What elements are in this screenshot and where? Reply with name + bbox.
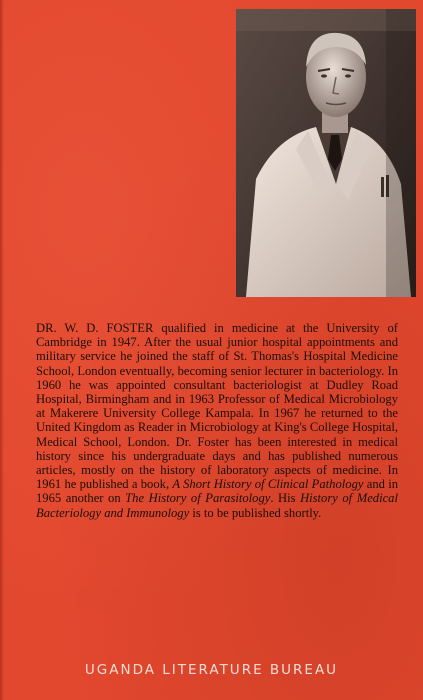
author-portrait-photo bbox=[236, 9, 416, 297]
cover-edge-shadow bbox=[0, 0, 4, 700]
book-title-bacteriology: History of Medical Bacteriology and Immunology bbox=[36, 491, 398, 520]
author-name: DR. W. D. FOSTER bbox=[36, 321, 154, 335]
author-biography bbox=[36, 321, 398, 520]
bio-text-part-2: and in 1965 another on bbox=[36, 477, 398, 506]
publisher-name: UGANDA LITERATURE BUREAU bbox=[84, 662, 339, 678]
bio-text-part-4: is to be published shortly. bbox=[189, 505, 322, 520]
book-title-clinical-pathology: A Short History of Clinical Pathology bbox=[172, 477, 364, 492]
bio-text-part-1: qualified in medicine at the University of Cambridge in 1947. After the usual junior hospital appointments and military service he joined the staff of St. Thomas's Hospital Medicine School, London eventually, becoming senior lecturer in bacteriology. In 1960 he was appointed consultant bacteriologist at Dudley Road Hospital, Birmingham and in 1963 Professor of Medical Microbiology at Makerere University College Kampala. In 1967 he returned to the United Kingdom as Reader in Microbiology at King's College Hospital, Medical School, London. Dr. Foster has been interested in medical history since his undergraduate days and has published numerous articles, mostly on the history of laboratory aspects of medicine. In 1961 he published a book, bbox=[36, 321, 398, 492]
book-title-parasitology: The History of Parasitology bbox=[125, 491, 271, 506]
bio-text-part-3: . His bbox=[270, 491, 301, 506]
portrait-image bbox=[236, 9, 416, 297]
